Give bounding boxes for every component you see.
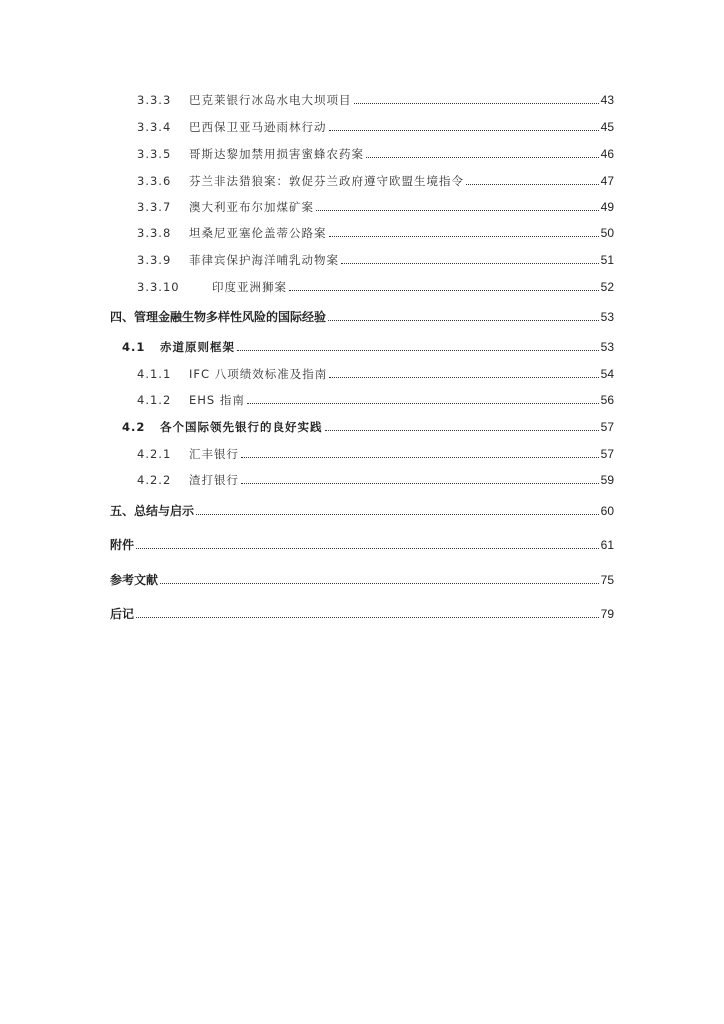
toc-leader-dots [341,262,599,264]
toc-page-number: 51 [600,253,614,267]
toc-page-number: 56 [600,393,614,407]
toc-page-number: 79 [600,607,614,621]
toc-page-number: 43 [600,93,614,107]
toc-entry-3-3-5[interactable] [0,143,614,161]
toc-page-number: 57 [600,447,614,461]
toc-title: 附件 [110,538,135,552]
toc-number: 3.3.9 [137,253,172,267]
toc-number: 4.2 [122,420,146,434]
toc-entry-3-3-9[interactable] [0,249,614,267]
toc-number: 4.1.2 [137,393,172,407]
toc-page-number: 60 [600,504,614,518]
toc-leader-dots [160,582,599,584]
toc-entry-3-3-3[interactable] [0,89,614,107]
toc-title: EHS 指南 [189,393,245,407]
toc-page-number: 50 [600,226,614,240]
toc-entry-4-2[interactable] [0,416,614,434]
toc-leader-dots [289,289,599,291]
toc-entry-3-3-4[interactable] [0,116,614,134]
toc-page-number: 53 [600,340,614,354]
toc-page-number: 54 [600,367,614,381]
toc-title: 印度亚洲狮案 [212,280,287,294]
toc-title: IFC 八项绩效标准及指南 [189,367,328,381]
toc-number: 4.2.1 [137,447,172,461]
toc-entry-4-1-2[interactable] [0,389,614,407]
toc-title: 赤道原则框架 [160,340,235,354]
toc-title: 渣打银行 [189,473,239,487]
toc-leader-dots [196,513,599,515]
toc-page-number: 61 [600,538,614,552]
toc-page-number: 49 [600,200,614,214]
toc-entry-afterword[interactable] [0,603,614,621]
toc-leader-dots [354,102,599,104]
toc-title: 四、管理金融生物多样性风险的国际经验 [110,310,327,324]
toc-leader-dots [237,349,599,351]
toc-entry-references[interactable] [0,569,614,587]
toc-title: 汇丰银行 [189,447,239,461]
toc-title: 芬兰非法猎狼案：敦促芬兰政府遵守欧盟生境指令 [189,174,464,188]
toc-leader-dots [466,183,599,185]
toc-title: 巴克莱银行冰岛水电大坝项目 [189,93,352,107]
toc-leader-dots [366,156,599,158]
toc-entry-chapter-5[interactable] [0,500,614,518]
toc-number: 3.3.4 [137,120,172,134]
toc-entry-3-3-7[interactable] [0,196,614,214]
toc-leader-dots [328,319,599,321]
toc-number: 4.2.2 [137,473,172,487]
toc-entry-4-1[interactable] [0,336,614,354]
toc-entry-3-3-8[interactable] [0,222,614,240]
toc-leader-dots [329,129,599,131]
toc-leader-dots [329,235,599,237]
toc-entry-3-3-10[interactable] [0,276,614,294]
toc-title: 澳大利亚布尔加煤矿案 [189,200,314,214]
toc-title: 参考文献 [110,573,159,587]
toc-number: 3.3.5 [137,147,172,161]
toc-entry-4-2-1[interactable] [0,443,614,461]
toc-title: 五、总结与启示 [110,504,195,518]
toc-page-number: 46 [600,147,614,161]
toc-title: 各个国际领先银行的良好实践 [160,420,323,434]
toc-number: 4.1.1 [137,367,172,381]
toc-leader-dots [247,402,599,404]
toc-page-number: 52 [600,280,614,294]
toc-page-number: 53 [600,310,614,324]
toc-leader-dots [136,547,599,549]
toc-leader-dots [241,456,599,458]
toc-page-number: 57 [600,420,614,434]
toc-leader-dots [325,429,599,431]
toc-number: 3.3.8 [137,226,172,240]
toc-page-number: 59 [600,473,614,487]
toc-title: 哥斯达黎加禁用损害蜜蜂农药案 [189,147,364,161]
toc-entry-4-1-1[interactable] [0,363,614,381]
toc-page-number: 45 [600,120,614,134]
toc-number: 4.1 [122,340,146,354]
toc-entry-4-2-2[interactable] [0,469,614,487]
toc-number: 3.3.3 [137,93,172,107]
toc-leader-dots [241,482,599,484]
toc-number: 3.3.10 [137,280,180,294]
toc-entry-appendix[interactable] [0,534,614,552]
toc-title: 坦桑尼亚塞伦盖蒂公路案 [189,226,327,240]
toc-leader-dots [316,209,599,211]
toc-entry-3-3-6[interactable] [0,170,614,188]
toc-page-number: 47 [600,174,614,188]
toc-entry-chapter-4[interactable] [0,306,614,324]
toc-title: 后记 [110,607,135,621]
toc-number: 3.3.6 [137,174,172,188]
toc-leader-dots [329,376,598,378]
toc-title: 菲律宾保护海洋哺乳动物案 [189,253,339,267]
toc-title: 巴西保卫亚马逊雨林行动 [189,120,327,134]
toc-page-number: 75 [600,573,614,587]
toc-leader-dots [136,616,599,618]
toc-number: 3.3.7 [137,200,172,214]
